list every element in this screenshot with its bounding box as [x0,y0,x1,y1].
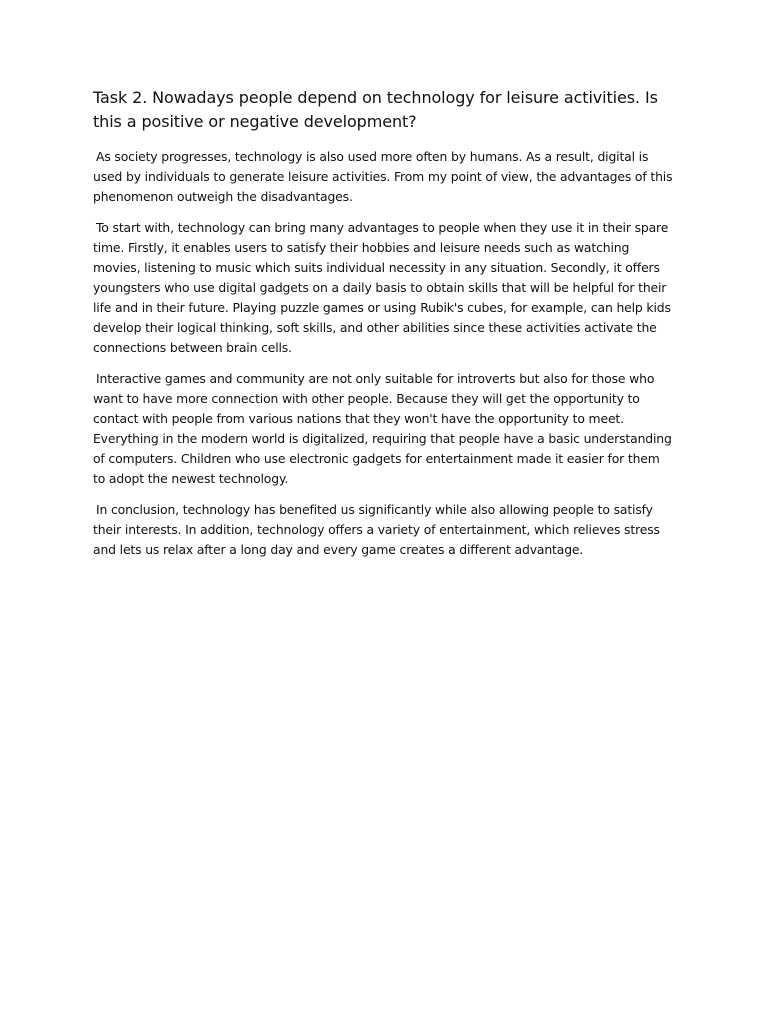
essay-paragraph-conclusion: In conclusion, technology has benefited us significantly while also allowing people to satisfy their interests. In addition, technology offers a variety of entertainment, which relieves stress and lets us relax after a long day and every game creates a different advantage. [93,502,660,557]
essay-paragraph-introduction: As society progresses, technology is also used more often by humans. As a result, digital is used by individuals to generate leisure activities. From my point of view, the advantages of this phenomenon outweigh the disadvantages. [93,149,673,204]
essay-title: Task 2. Nowadays people depend on technology for leisure activities. Is this a positive or negative development? [93,88,658,131]
essay-document [93,86,673,571]
essay-paragraph-body-2: Interactive games and community are not only suitable for introverts but also for those who want to have more connection with other people. Because they will get the opportunity to contact with people from various nations that they won't have the opportunity to meet. Everything in the modern world is digitalized, requiring that people have a basic understanding of computers. Children who use electronic gadgets for entertainment made it easier for them to adopt the newest technology. [93,371,672,486]
essay-paragraph-body-1: To start with, technology can bring many advantages to people when they use it in their spare time. Firstly, it enables users to satisfy their hobbies and leisure needs such as watching movies, listening to music which suits individual necessity in any situation. Secondly, it offers youngsters who use digital gadgets on a daily basis to obtain skills that will be helpful for their life and in their future. Playing puzzle games or using Rubik's cubes, for example, can help kids develop their logical thinking, soft skills, and other abilities since these activities activate the connections between brain cells. [93,220,671,355]
